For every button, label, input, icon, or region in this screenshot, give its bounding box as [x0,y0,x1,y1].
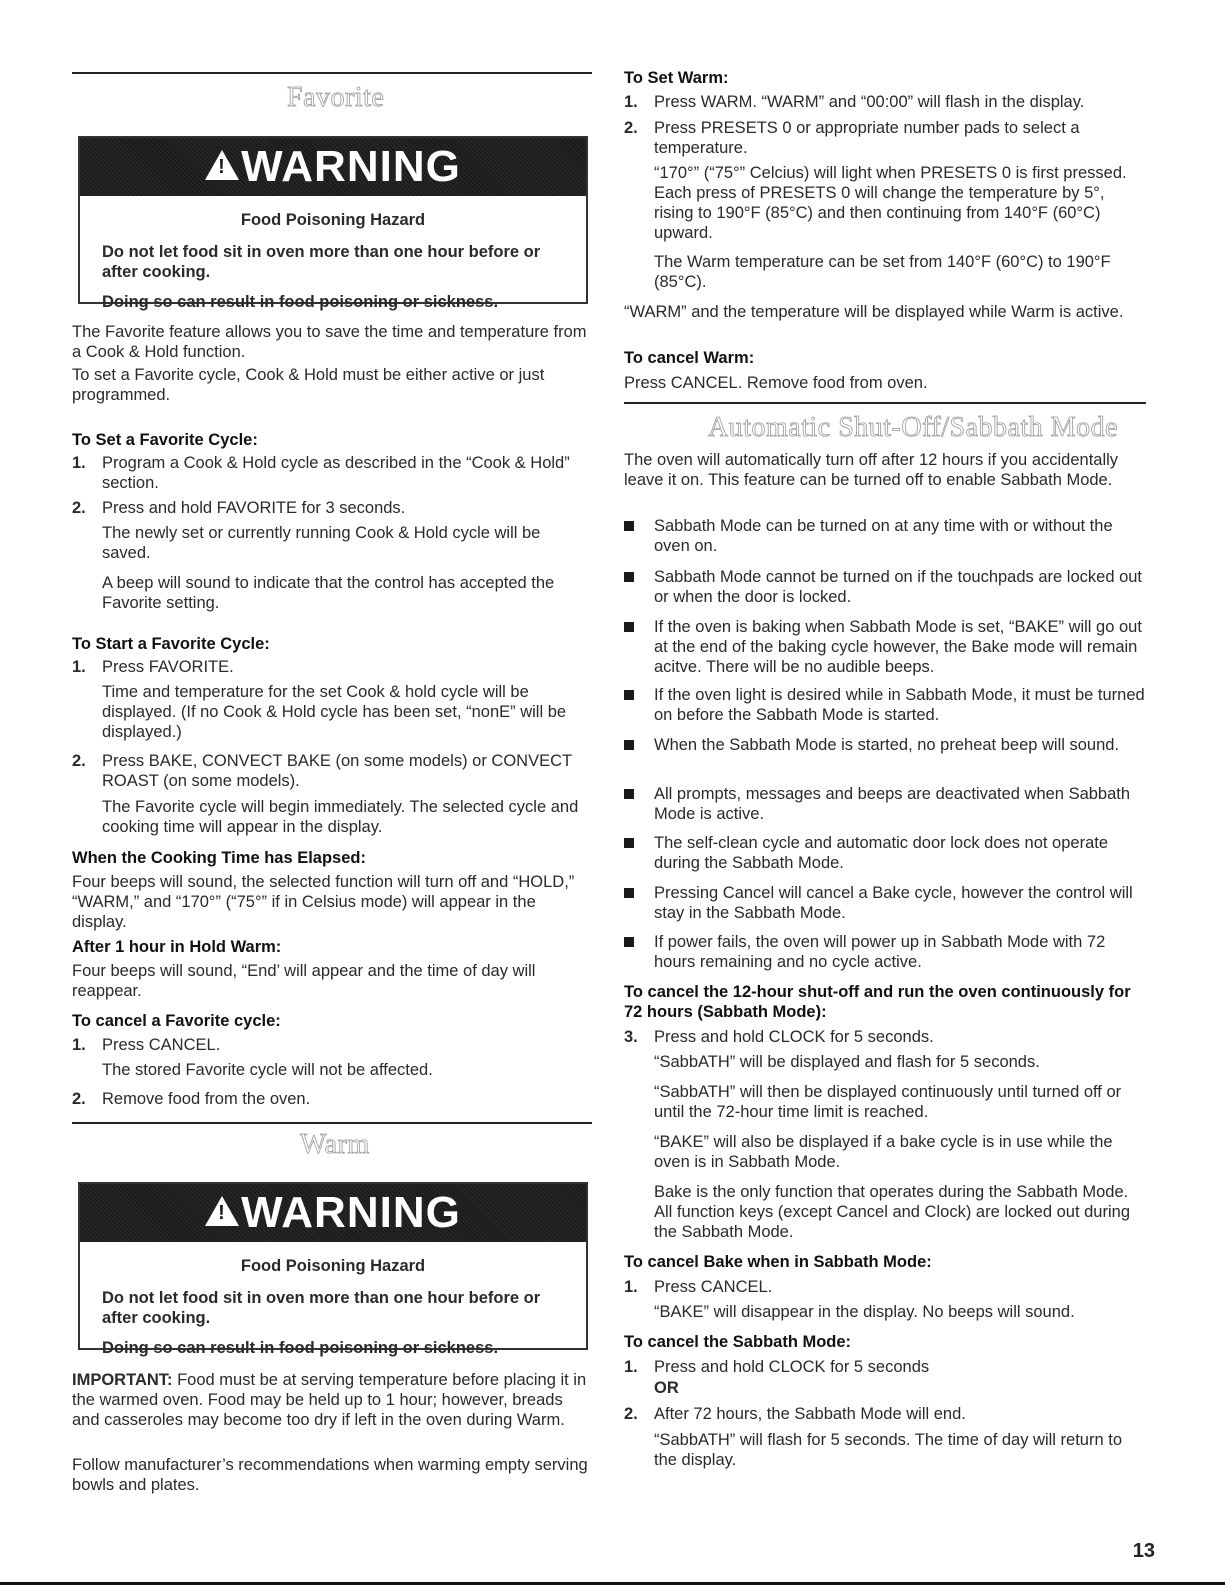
step-note: “SabbATH” will flash for 5 seconds. The time of day will return to the display. [654,1431,1122,1469]
favorite-section-title: Favorite [287,82,385,113]
step-number: 1. [72,658,86,676]
step-text: Press BAKE, CONVECT BAKE (on some models) or CONVECT ROAST (on some models). [102,752,572,790]
step-number: 1. [624,1278,638,1296]
step-note: The Warm temperature can be set from 140°F (60°C) to 190°F (85°C). [654,253,1111,291]
step-text: Program a Cook & Hold cycle as described in the “Cook & Hold” section. [102,454,570,492]
section-divider [624,402,1146,404]
step-number: 1. [624,93,638,111]
warning-text: Doing so can result in food poisoning or sickness. [102,1339,499,1357]
step-number: 2. [72,752,86,770]
step-text: Press CANCEL. [654,1278,773,1296]
step-number: 2. [624,119,638,137]
step-note: The Favorite cycle will begin immediately. The selected cycle and cooking time will appear in the display. [102,798,579,836]
step-text: Remove food from the oven. [102,1090,311,1108]
step-text: Press and hold CLOCK for 5 seconds [654,1358,930,1376]
subheading: When the Cooking Time has Elapsed: [72,849,366,867]
step-note: The newly set or currently running Cook & Hold cycle will be saved. [102,524,541,562]
step-number: 1. [72,1036,86,1054]
subheading: To cancel Warm: [624,349,755,367]
paragraph: To set a Favorite cycle, Cook & Hold must be either active or just programmed. [72,366,545,404]
subheading: After 1 hour in Hold Warm: [72,938,282,956]
step-text: Press FAVORITE. [102,658,234,676]
bullet-item: Sabbath Mode can be turned on at any time with or without the oven on. [654,517,1113,555]
bullet-item: When the Sabbath Mode is started, no preheat beep will sound. [654,736,1120,754]
step-note: “SabbATH” will then be displayed continuously until turned off or until the 72-hour time limit is reached. [654,1083,1122,1121]
warning-text: Do not let food sit in oven more than one hour before or after cooking. [102,1289,541,1327]
warm-section-title: Warm [300,1129,370,1160]
important-paragraph: IMPORTANT: Food must be at serving temperature before placing it in the warmed oven. Food may be held up to 1 hour; however, breads and casseroles may become too dry if left in the oven during Warm. [72,1371,587,1429]
step-number: 1. [72,454,86,472]
subheading: To cancel a Favorite cycle: [72,1012,281,1030]
step-note: A beep will sound to indicate that the control has accepted the Favorite setting. [102,574,555,612]
bullet-item: If power fails, the oven will power up in Sabbath Mode with 72 hours remaining and no cycle active. [654,933,1106,971]
step-note: The stored Favorite cycle will not be affected. [102,1061,433,1079]
step-text: Press WARM. “WARM” and “00:00” will flash in the display. [654,93,1085,111]
important-label: IMPORTANT: [72,1371,173,1389]
warning-box-warm [78,1182,588,1357]
sabbath-section-title: Automatic Shut-Off/Sabbath Mode [708,412,1119,443]
subheading: To Set a Favorite Cycle: [72,431,258,449]
bullet-item: If the oven light is desired while in Sabbath Mode, it must be turned on before the Sabbath Mode is started. [654,686,1145,724]
page-number: 13 [1132,1540,1155,1562]
bullet-marker [624,838,634,848]
bullet-item: Pressing Cancel will cancel a Bake cycle, however the control will stay in the Sabbath Mode. [654,884,1133,922]
bullet-marker [624,690,634,700]
step-note: “SabbATH” will be displayed and flash for 5 seconds. [654,1053,1040,1071]
step-number: 3. [624,1028,638,1046]
step-number: 1. [624,1358,638,1376]
subheading: To cancel Bake when in Sabbath Mode: [624,1253,932,1271]
step-note: “BAKE” will also be displayed if a bake cycle is in use while the oven is in Sabbath Mode. [654,1133,1113,1171]
subheading: To Set Warm: [624,69,729,87]
bullet-marker [624,622,634,632]
bullet-marker [624,572,634,582]
step-number: 2. [624,1405,638,1423]
paragraph: The oven will automatically turn off after 12 hours if you accidentally leave it on. This feature can be turned off to enable Sabbath Mode. [624,451,1119,489]
step-text: Press and hold FAVORITE for 3 seconds. [102,499,406,517]
subheading: To cancel the Sabbath Mode: [624,1333,852,1351]
paragraph: The Favorite feature allows you to save the time and temperature from a Cook & Hold function. [72,323,587,361]
bullet-marker [624,521,634,531]
bullet-item: If the oven is baking when Sabbath Mode is set, “BAKE” will go out at the end of the baking cycle however, the Bake mode will remain acitve. There will be no audible beeps. [654,618,1142,676]
step-note: Time and temperature for the set Cook & hold cycle will be displayed. (If no Cook & Hold cycle has been set, “nonE” will be displayed.) [102,683,567,741]
warning-subtitle: Food Poisoning Hazard [240,1257,426,1275]
section-divider [72,72,592,74]
subheading: To Start a Favorite Cycle: [72,635,270,653]
paragraph: Follow manufacturer’s recommendations when warming empty serving bowls and plates. [72,1456,588,1494]
step-note: “BAKE” will disappear in the display. No beeps will sound. [654,1303,1075,1321]
warning-banner: ! WARNING [80,138,586,196]
bullet-item: Sabbath Mode cannot be turned on if the touchpads are locked out or when the door is locked. [654,568,1143,606]
paragraph: Four beeps will sound, “End’ will appear and the time of day will reappear. [72,962,536,1000]
warning-triangle-icon [205,1196,239,1226]
step-note: “170°” (“75°” Celcius) will light when PRESETS 0 is first pressed. Each press of PRESETS 0 will change the temperature by 5°, rising to 190°F (85°C) and then continuing from 140°F (60°C) upward. [654,164,1127,242]
step-note: Bake is the only function that operates during the Sabbath Mode. All function keys (except Cancel and Clock) are locked out during the Sabbath Mode. [654,1183,1130,1241]
section-divider [72,1122,592,1124]
warning-banner: ! WARNING [80,1184,586,1242]
bullet-marker [624,937,634,947]
step-text: Press CANCEL. [102,1036,221,1054]
step-number: 2. [72,499,86,517]
subheading: To cancel the 12-hour shut-off and run the oven continuously for 72 hours (Sabbath Mode): [624,983,1131,1021]
step-text: Press and hold CLOCK for 5 seconds. [654,1028,934,1046]
step-text: After 72 hours, the Sabbath Mode will end. [654,1405,966,1423]
bullet-marker [624,888,634,898]
paragraph: Four beeps will sound, the selected function will turn off and “HOLD,” “WARM,” and “170°” (“75°” if in Celsius mode) will appear in the display. [72,873,575,931]
warning-triangle-icon [205,150,239,180]
paragraph: Press CANCEL. Remove food from oven. [624,374,928,392]
warning-subtitle: Food Poisoning Hazard [240,211,426,229]
bullet-marker [624,740,634,750]
step-number: 2. [72,1090,86,1108]
or-label: OR [654,1379,679,1397]
warning-text: Do not let food sit in oven more than one hour before or after cooking. [102,243,541,281]
warning-text: Doing so can result in food poisoning or sickness. [102,293,499,311]
warning-box-favorite [78,136,588,311]
bullet-item: The self-clean cycle and automatic door lock does not operate during the Sabbath Mode. [654,834,1109,872]
step-text: Press PRESETS 0 or appropriate number pads to select a temperature. [654,119,1080,157]
paragraph: “WARM” and the temperature will be displayed while Warm is active. [624,303,1124,321]
bullet-marker [624,789,634,799]
bullet-item: All prompts, messages and beeps are deactivated when Sabbath Mode is active. [654,785,1131,823]
